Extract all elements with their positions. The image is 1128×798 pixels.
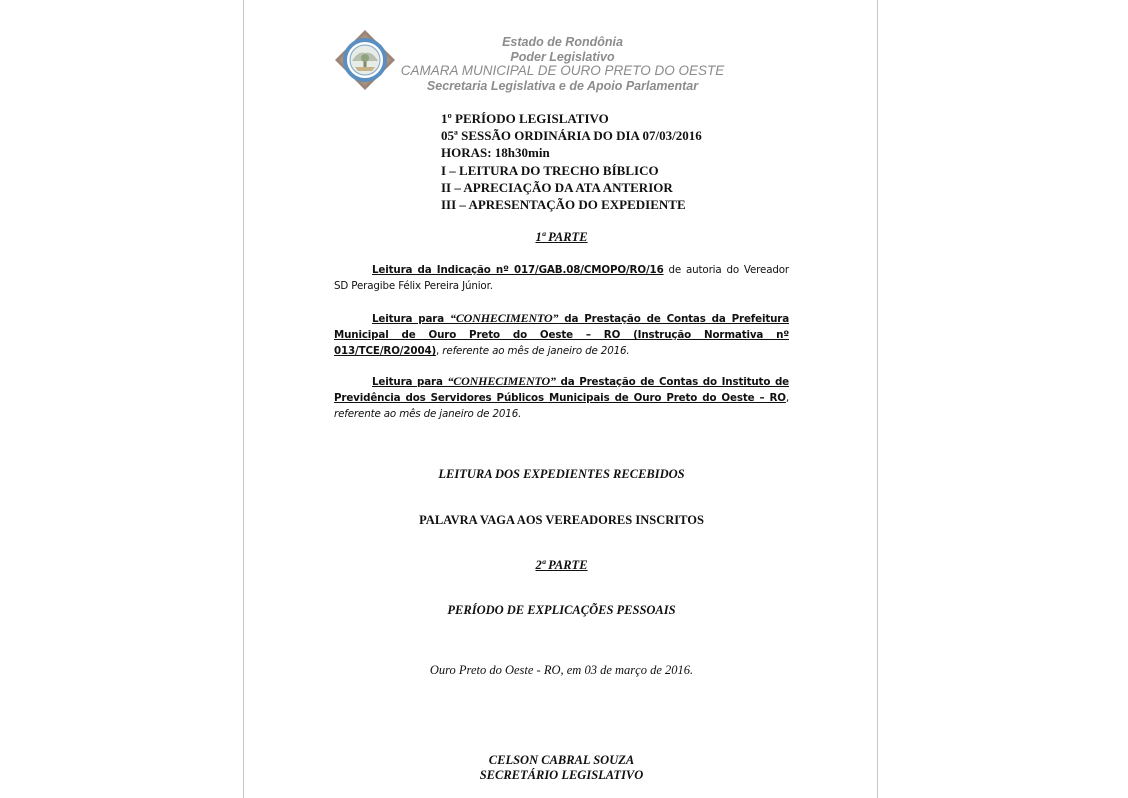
agenda-item-3: III – APRESENTAÇÃO DO EXPEDIENTE xyxy=(441,197,686,213)
signer-name: CELSON CABRAL SOUZA xyxy=(488,753,635,767)
place-date: Ouro Preto do Oeste - RO, em 03 de março de 2016. xyxy=(429,663,694,677)
part1-heading xyxy=(334,230,789,245)
session-title: 05ª SESSÃO ORDINÁRIA DO DIA 07/03/2016 xyxy=(441,128,702,144)
explicacoes-heading: PERÍODO DE EXPLICAÇÕES PESSOAIS xyxy=(447,603,676,617)
session-info xyxy=(441,110,702,213)
part1-item-1 xyxy=(334,262,789,294)
session-time: HORAS: 18h30min xyxy=(441,145,550,161)
item2-emphasis: “CONHECIMENTO” xyxy=(449,311,559,325)
part1-item-3 xyxy=(334,373,789,422)
header-state: Estado de Rondônia xyxy=(502,35,623,49)
header-secretariat: Secretaria Legislativa e de Apoio Parlamentar xyxy=(426,78,699,93)
municipal-seal-icon xyxy=(334,29,396,91)
item3-lead: Leitura para xyxy=(372,376,448,388)
header-power: Poder Legislativo xyxy=(510,49,615,64)
agenda-item-2: II – APRECIAÇÃO DA ATA ANTERIOR xyxy=(441,179,673,195)
item3-period: referente ao mês de janeiro de 2016. xyxy=(334,408,522,420)
part2-heading xyxy=(334,558,789,573)
item2-lead: Leitura para xyxy=(372,313,450,325)
item2-subject: da Prestação de Contas da Prefeitura Municipal de Ouro Preto do Oeste – RO (Instrução Normativa nº 013/TCE/RO/2004) xyxy=(334,313,789,357)
item2-period: referente ao mês de janeiro de 2016. xyxy=(442,345,630,357)
palavra-vaga-heading: PALAVRA VAGA AOS VEREADORES INSCRITOS xyxy=(419,513,704,527)
part1-title: 1ª PARTE xyxy=(535,230,588,244)
header-chamber: CAMARA MUNICIPAL DE OURO PRETO DO OESTE xyxy=(400,63,725,78)
indicacao-reference: Leitura da Indicação nº 017/GAB.08/CMOPO/RO/16 xyxy=(372,264,664,276)
part2-title: 2ª PARTE xyxy=(535,558,588,572)
signature-block xyxy=(334,753,789,783)
expedientes-heading: LEITURA DOS EXPEDIENTES RECEBIDOS xyxy=(438,467,685,481)
indicacao-author: de autoria do Vereador SD Peragibe Félix Pereira Júnior. xyxy=(334,264,790,292)
institution-header xyxy=(400,35,725,93)
agenda-item-1: I – LEITURA DO TRECHO BÍBLICO xyxy=(441,162,659,178)
item3-emphasis: “CONHECIMENTO” xyxy=(447,374,556,388)
part1-item-2 xyxy=(334,310,789,359)
signer-title: SECRETÁRIO LEGISLATIVO xyxy=(479,768,644,782)
session-period: 1º PERÍODO LEGISLATIVO xyxy=(441,111,609,126)
item3-subject: da Prestação de Contas do Instituto de Previdência dos Servidores Públicos Municipais de Ouro Preto do Oeste – RO xyxy=(334,376,790,404)
item2-sep: , xyxy=(436,345,443,357)
item3-sep: , xyxy=(785,392,789,404)
